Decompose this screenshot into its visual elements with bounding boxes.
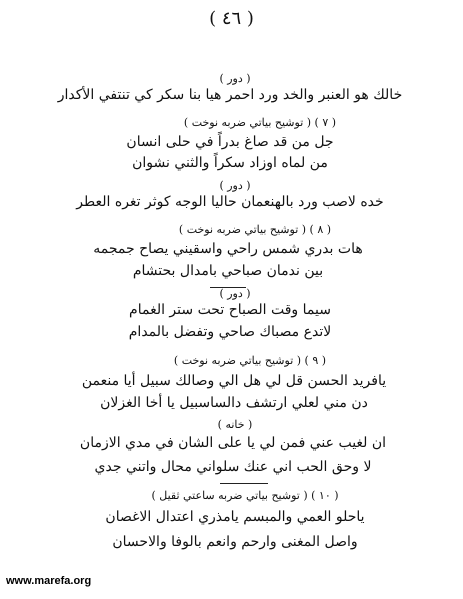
- website-watermark: www.marefa.org: [6, 575, 92, 587]
- section-heading: ( دور ): [219, 179, 251, 192]
- verse-line: سيما وقت الصباح تحت ستر الغمام: [129, 302, 331, 318]
- section-heading: ( خانه ): [217, 418, 253, 431]
- verse-line: ان لغيب عني فمن لي يا على الشان في مدي الازمان: [79, 435, 387, 451]
- verse-line: واصل المغنى وارحم وانعم بالوفا والاحسان: [112, 534, 358, 550]
- section-heading: ( ٩ ) ( توشيح بياتي ضربه نوخت ): [173, 354, 327, 367]
- section-heading: ( ١٠ ) ( توشيح بياتي ضربه ساعتي ثقيل ): [151, 489, 339, 502]
- verse-line: لاتدع مصباك صاحي وتفضل بالمدام: [128, 324, 332, 340]
- verse-line: خده لاصب ورد بالهنعمان حاليا الوجه كوثر تغره العطر: [76, 194, 384, 210]
- section-heading: ( دور ): [219, 72, 251, 85]
- page-number: ( ٤٦ ): [209, 8, 254, 29]
- verse-line: من لماه اوزاد سكراً والثني نشوان: [132, 155, 328, 171]
- verse-line: يافريد الحسن قل لي هل الي وصالك سبيل أيا منعمن: [81, 373, 387, 389]
- verse-line: جل من قد صاغ بدراً في حلى انسان: [126, 134, 334, 150]
- verse-line: دن مني لعلي ارتشف دالساسبيل يا أخا الغزلان: [100, 395, 368, 411]
- section-heading: ( ٧ ) ( توشيح بياتي ضربه نوخت ): [183, 116, 337, 129]
- verse-line: بين ندمان صباحي بامدال بحتشام: [132, 263, 324, 279]
- section-heading: ( دور ): [219, 287, 251, 300]
- verse-line: هات بدري شمس راحي واسقيني يصاح جمجمه: [93, 241, 363, 257]
- section-heading: ( ٨ ) ( توشيح بياتي ضربه نوخت ): [178, 223, 332, 236]
- separator-rule: [220, 483, 268, 484]
- verse-line: ياحلو العمي والمبسم يامذري اعتدال الاغصان: [105, 509, 365, 525]
- verse-line: خالك هو العنبر والخد ورد احمر هيا بنا سكر كي تنتفي الأكدار: [57, 87, 403, 103]
- verse-line: لا وحق الحب اني عنك سلواني محال واتني جدي: [94, 459, 372, 475]
